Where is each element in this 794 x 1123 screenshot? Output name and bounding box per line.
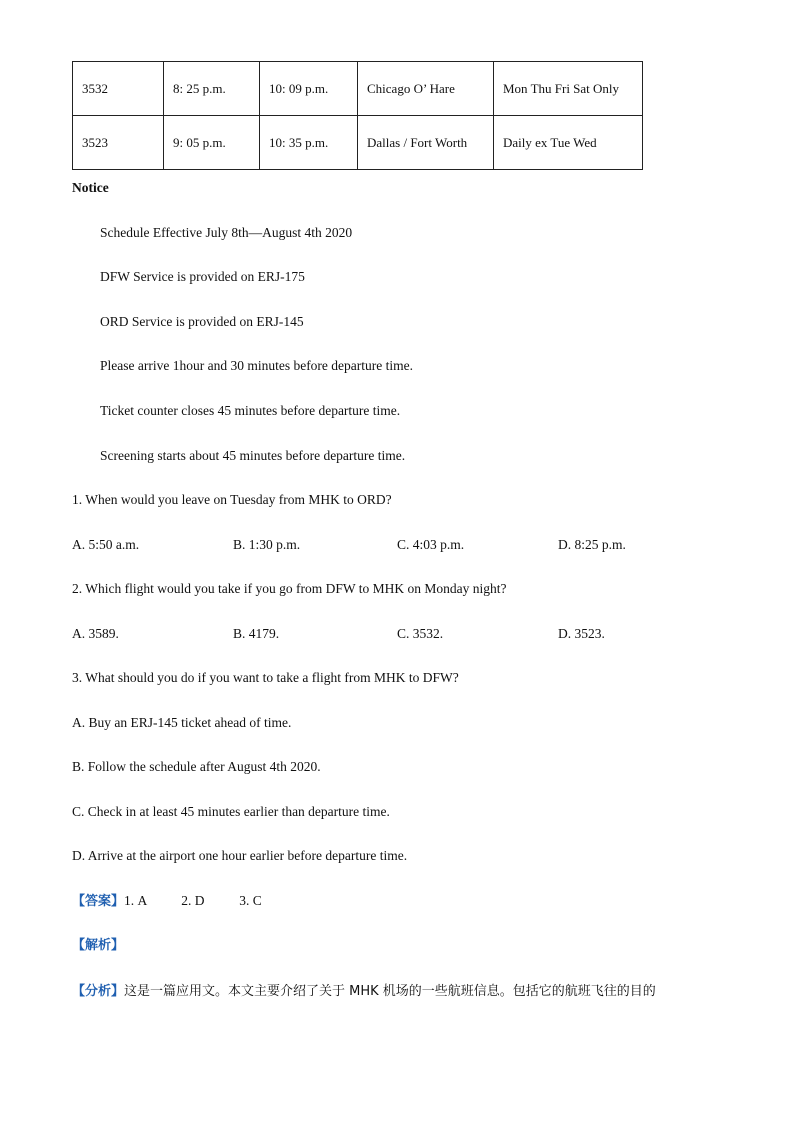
notice-item: DFW Service is provided on ERJ-175	[100, 269, 305, 284]
question-2: 2. Which flight would you take if you go from DFW to MHK on Monday night?	[72, 581, 507, 596]
question-1: 1. When would you leave on Tuesday from MHK to ORD?	[72, 492, 392, 507]
answer-2: 2. D	[181, 893, 205, 908]
option-c: C. 3532.	[397, 626, 444, 641]
option-c: C. 4:03 p.m.	[397, 537, 465, 552]
flight-schedule-table	[72, 61, 643, 170]
arrival-time-cell: 10: 35 p.m.	[260, 116, 358, 170]
summary-line	[72, 983, 656, 1000]
destination-cell: Dallas / Fort Worth	[358, 116, 494, 170]
destination-cell: Chicago O’ Hare	[358, 62, 494, 116]
notice-item: Please arrive 1hour and 30 minutes before departure time.	[100, 358, 414, 373]
notice-item: Schedule Effective July 8th—August 4th 2020	[100, 225, 353, 240]
days-cell: Mon Thu Fri Sat Only	[494, 62, 643, 116]
option-a: A. 3589.	[72, 626, 119, 641]
analysis-line	[72, 937, 124, 954]
option-b: B. Follow the schedule after August 4th 2020.	[72, 759, 321, 774]
table-row	[73, 116, 643, 170]
option-d: D. 8:25 p.m.	[558, 537, 626, 552]
option-c: C. Check in at least 45 minutes earlier than departure time.	[72, 804, 390, 819]
table-row	[73, 62, 643, 116]
analysis-label: 【解析】	[72, 938, 125, 953]
departure-time-cell: 9: 05 p.m.	[164, 116, 260, 170]
option-a: A. Buy an ERJ-145 ticket ahead of time.	[72, 715, 292, 730]
notice-heading: Notice	[72, 180, 109, 195]
flight-number-cell: 3523	[73, 116, 164, 170]
departure-time-cell: 8: 25 p.m.	[164, 62, 260, 116]
option-d: D. 3523.	[558, 626, 605, 641]
arrival-time-cell: 10: 09 p.m.	[260, 62, 358, 116]
answer-label: 【答案】	[72, 894, 125, 909]
flight-number-cell: 3532	[73, 62, 164, 116]
summary-text: 这是一篇应用文。本文主要介绍了关于 MHK 机场的一些航班信息。包括它的航班飞往的目的	[124, 984, 656, 999]
notice-item: ORD Service is provided on ERJ-145	[100, 314, 304, 329]
answer-line	[72, 893, 262, 910]
notice-item: Ticket counter closes 45 minutes before departure time.	[100, 403, 401, 418]
days-cell: Daily ex Tue Wed	[494, 116, 643, 170]
question-3: 3. What should you do if you want to take a flight from MHK to DFW?	[72, 670, 459, 685]
summary-label: 【分析】	[72, 984, 125, 999]
answer-3: 3. C	[239, 893, 262, 908]
option-b: B. 4179.	[233, 626, 280, 641]
answer-1: 1. A	[124, 893, 147, 908]
notice-item: Screening starts about 45 minutes before departure time.	[100, 448, 406, 463]
option-a: A. 5:50 a.m.	[72, 537, 140, 552]
option-b: B. 1:30 p.m.	[233, 537, 301, 552]
option-d: D. Arrive at the airport one hour earlier before departure time.	[72, 848, 408, 863]
